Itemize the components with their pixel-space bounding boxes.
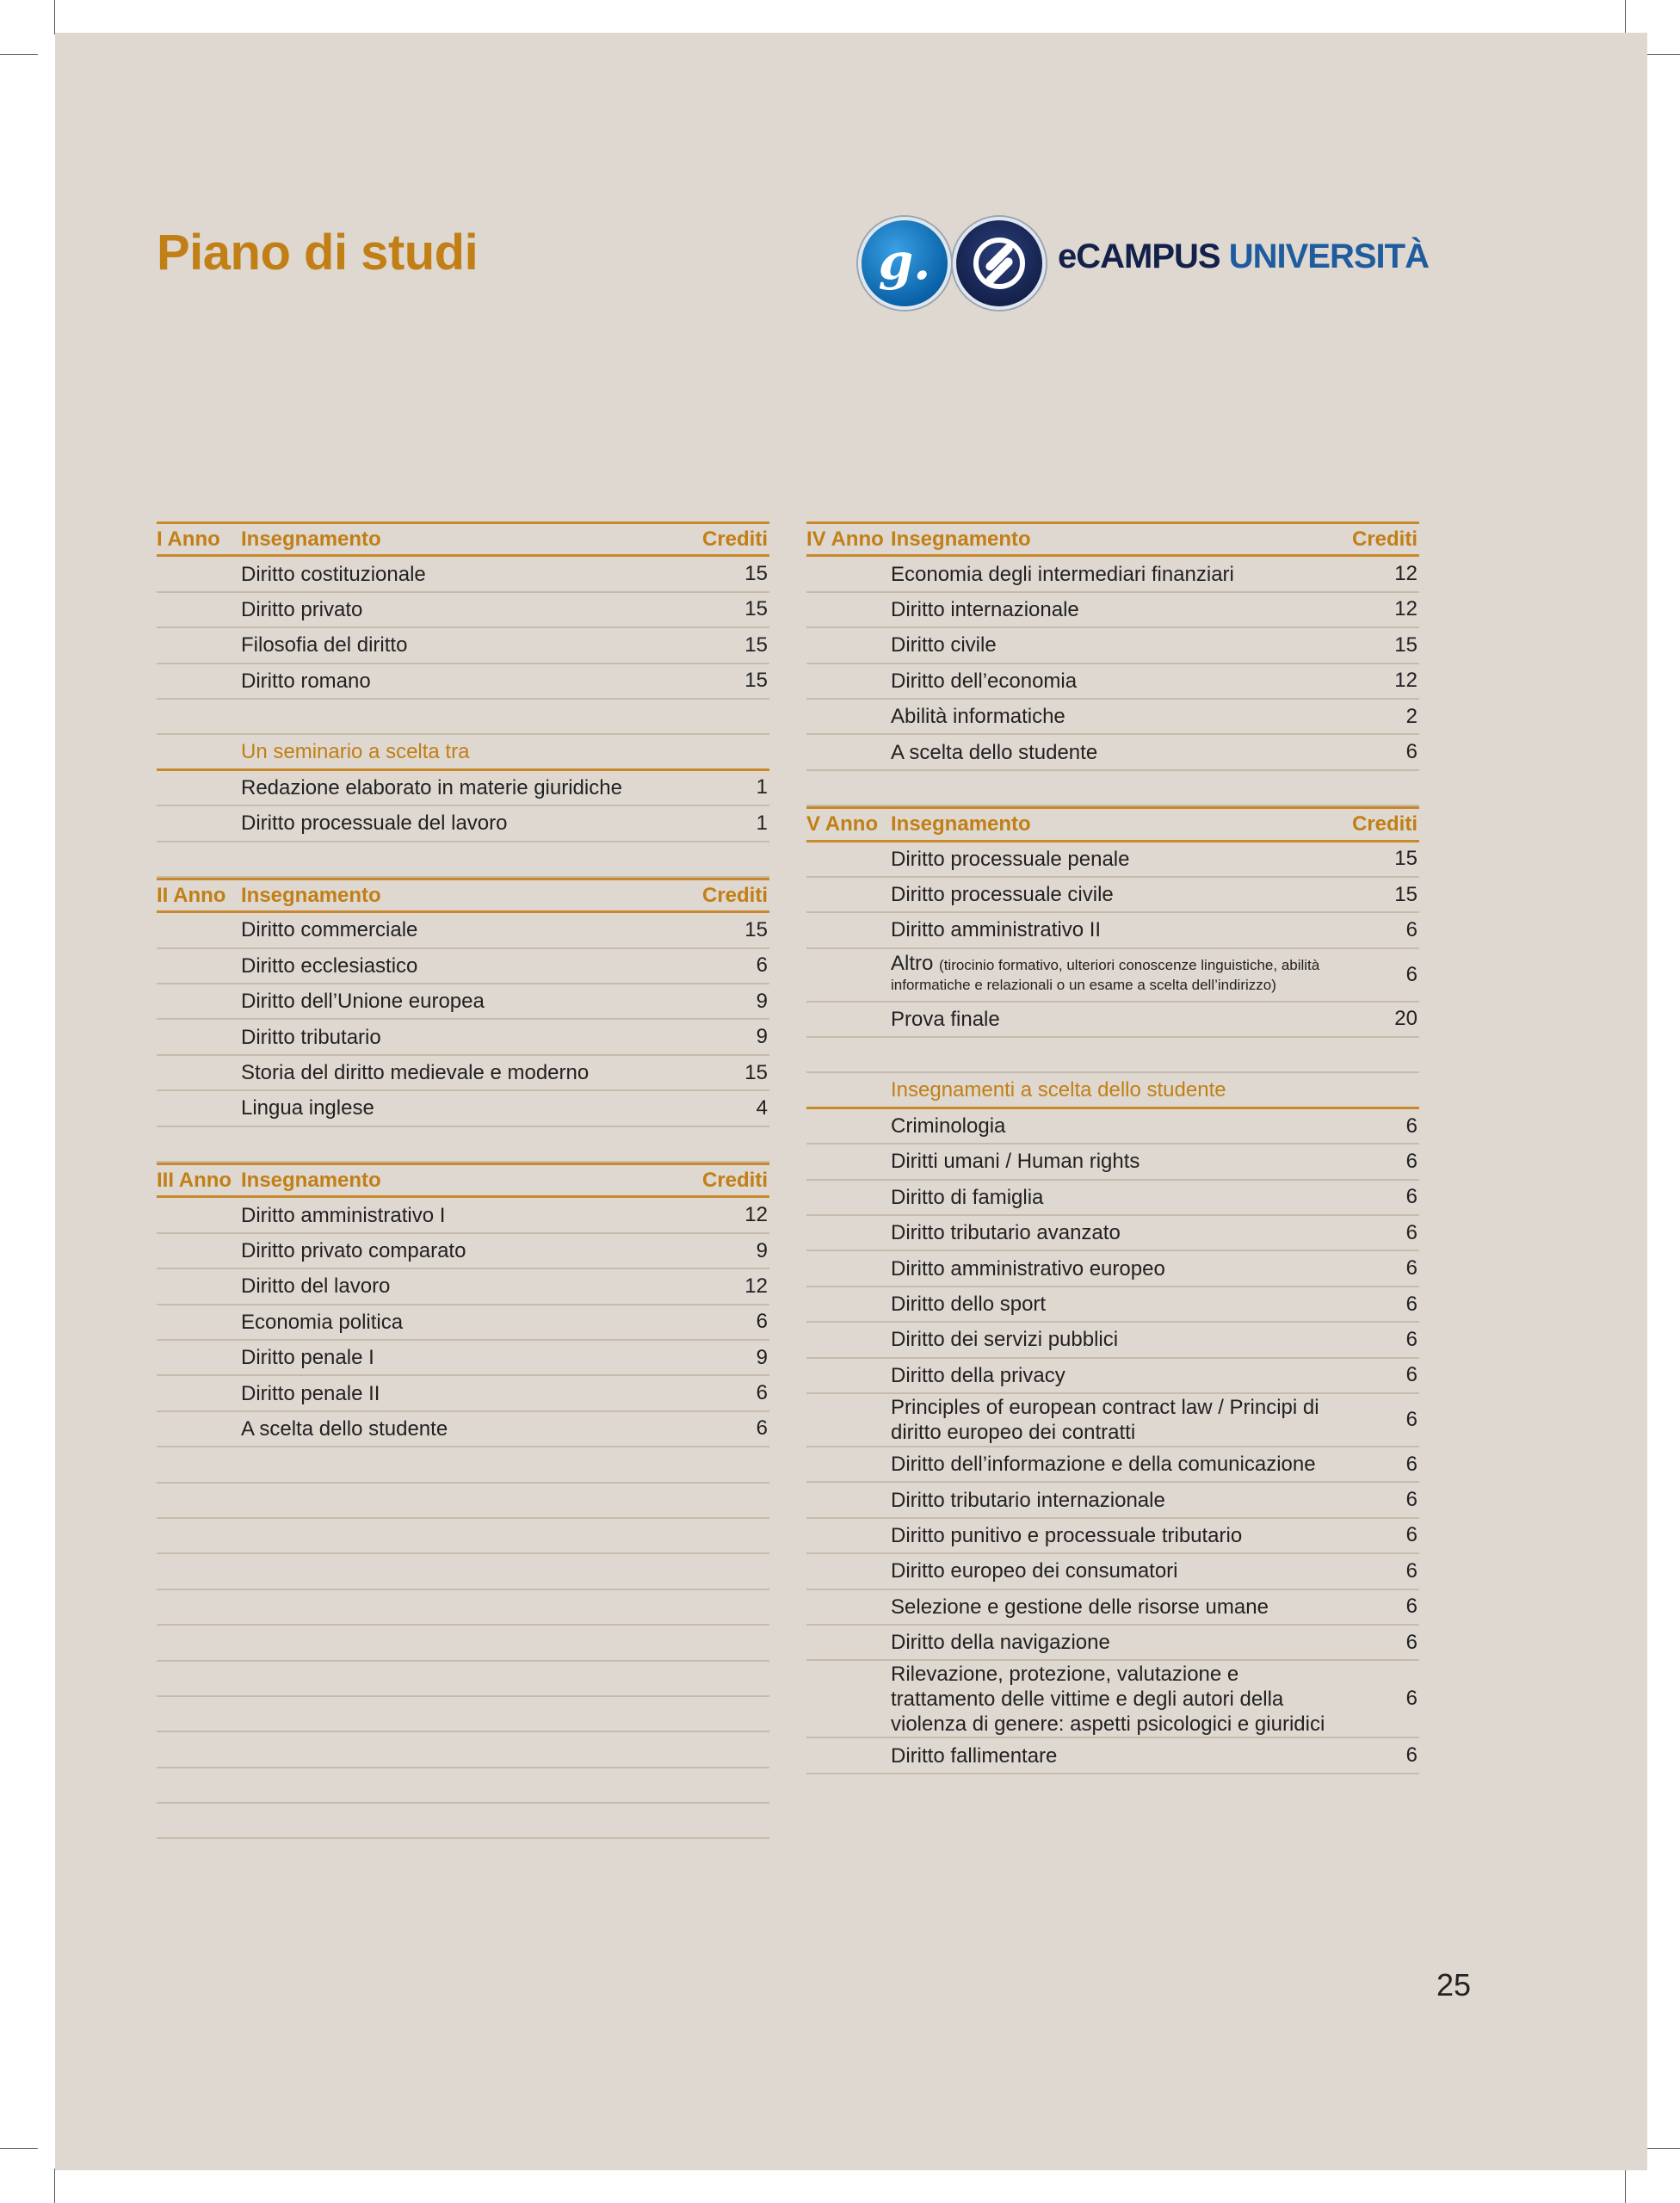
course-name-text: Diritto dell’informazione e della comunicazione xyxy=(891,1453,1316,1477)
course-name-text: Storia del diritto medievale e moderno xyxy=(241,1061,590,1085)
g-logo-letter: g. xyxy=(878,232,931,291)
year-header-row xyxy=(806,521,1419,557)
course-credits: 9 xyxy=(756,1345,768,1369)
course-name-text: Diritto tributario internazionale xyxy=(891,1488,1165,1512)
course-credits: 6 xyxy=(756,1310,768,1334)
course-name xyxy=(241,562,690,587)
course-row xyxy=(806,1447,1419,1483)
course-credits: 6 xyxy=(1405,1452,1418,1476)
course-name xyxy=(891,669,1340,694)
column-header-insegnamento: Insegnamento xyxy=(891,812,1031,836)
course-row xyxy=(157,1198,769,1233)
course-credits: 15 xyxy=(744,633,768,657)
course-credits: 12 xyxy=(1394,597,1418,621)
course-name xyxy=(891,1256,1340,1281)
course-credits: 6 xyxy=(1405,1149,1418,1173)
course-name xyxy=(891,951,1340,995)
course-name xyxy=(891,597,1340,622)
course-row xyxy=(157,1234,769,1269)
empty-row xyxy=(157,1662,769,1697)
course-name-text: Diritto ecclesiastico xyxy=(241,953,418,978)
course-name-text: Diritto della navigazione xyxy=(891,1631,1110,1655)
course-name xyxy=(891,1220,1340,1245)
course-name-text: Diritto della privacy xyxy=(891,1363,1065,1387)
course-row xyxy=(157,557,769,592)
column-header-crediti: Crediti xyxy=(1351,527,1418,551)
course-credits: 6 xyxy=(1405,1292,1418,1316)
course-credits: 6 xyxy=(1405,1407,1418,1431)
course-note: (tirocinio formativo, ulteriori conoscenze linguistiche, abilità informatiche e relazionali o un esame a scelta dell’indirizzo) xyxy=(891,956,1320,993)
course-row xyxy=(157,593,769,628)
course-name xyxy=(891,1488,1340,1513)
left-column-table xyxy=(157,521,769,1839)
empty-row xyxy=(806,1038,1419,1073)
course-credits: 15 xyxy=(1394,847,1418,871)
column-header-crediti: Crediti xyxy=(701,883,768,907)
course-name xyxy=(891,562,1340,587)
course-name xyxy=(891,917,1340,942)
course-name xyxy=(891,882,1340,907)
course-row xyxy=(157,1269,769,1305)
course-credits: 15 xyxy=(744,669,768,693)
course-row xyxy=(806,593,1419,628)
course-name-text: Diritto dell’economia xyxy=(891,669,1078,693)
course-name xyxy=(891,1523,1340,1548)
course-name xyxy=(241,1274,690,1299)
course-row xyxy=(806,842,1419,878)
course-credits: 6 xyxy=(1405,1185,1418,1209)
course-row xyxy=(806,664,1419,700)
crop-mark xyxy=(1642,2148,1680,2149)
empty-row xyxy=(157,1519,769,1554)
course-name-text: Diritto tributario avanzato xyxy=(891,1221,1121,1245)
course-name xyxy=(241,1345,690,1370)
course-credits: 20 xyxy=(1394,1007,1418,1031)
course-row xyxy=(806,1003,1419,1038)
course-row xyxy=(806,949,1419,1003)
course-name-text: Diritto amministrativo europeo xyxy=(891,1256,1165,1280)
course-credits: 6 xyxy=(1405,1595,1418,1619)
year-label: IV Anno xyxy=(806,527,884,551)
course-row xyxy=(157,1412,769,1447)
column-header-crediti: Crediti xyxy=(701,1168,768,1192)
course-row xyxy=(806,878,1419,913)
course-name-text: Economia degli intermediari finanziari xyxy=(891,562,1234,586)
empty-row xyxy=(157,1554,769,1589)
course-name-text: Diritto privato xyxy=(241,597,363,621)
course-credits: 6 xyxy=(1405,1523,1418,1547)
course-row xyxy=(157,984,769,1020)
g-logo-icon xyxy=(858,217,951,310)
course-name-text: Diritto penale I xyxy=(241,1346,374,1370)
course-name-text: Diritto civile xyxy=(891,633,997,657)
year-header-row xyxy=(157,878,769,913)
empty-row xyxy=(157,1732,769,1768)
course-name-text: Diritto dell’Unione europea xyxy=(241,990,485,1014)
course-name xyxy=(241,1310,690,1335)
course-name xyxy=(241,1416,690,1441)
course-row xyxy=(806,1145,1419,1180)
course-credits: 6 xyxy=(1405,1220,1418,1244)
course-name xyxy=(891,1743,1340,1768)
course-credits: 12 xyxy=(1394,562,1418,586)
course-credits: 9 xyxy=(756,1025,768,1049)
ecampus-wordmark: eCAMPUS UNIVERSITÀ xyxy=(1058,238,1429,275)
year-label: III Anno xyxy=(157,1168,232,1192)
column-header-insegnamento: Insegnamento xyxy=(241,884,381,908)
course-name-text: Diritto processuale del lavoro xyxy=(241,811,508,836)
course-credits: 15 xyxy=(1394,882,1418,906)
course-row xyxy=(806,700,1419,735)
ecampus-seal-icon xyxy=(953,217,1046,310)
course-row xyxy=(157,1341,769,1376)
course-credits: 2 xyxy=(1405,704,1418,728)
column-header-insegnamento: Insegnamento xyxy=(241,1169,381,1193)
year-label: II Anno xyxy=(157,883,226,907)
course-name-text: Diritti umani / Human rights xyxy=(891,1150,1140,1174)
course-row xyxy=(806,913,1419,948)
course-credits: 6 xyxy=(756,953,768,978)
course-name-text: Diritto europeo dei consumatori xyxy=(891,1559,1178,1583)
course-row xyxy=(806,1251,1419,1287)
course-credits: 15 xyxy=(1394,633,1418,657)
crop-mark xyxy=(1625,2169,1626,2203)
course-name-text: Diritto del lavoro xyxy=(241,1274,391,1299)
course-row xyxy=(806,1109,1419,1145)
course-name xyxy=(891,1149,1340,1174)
course-credits: 1 xyxy=(756,811,768,835)
course-name xyxy=(891,1327,1340,1352)
course-row xyxy=(157,628,769,663)
course-name-text: Rilevazione, protezione, valutazione e trattamento delle vittime e degli autori della violenza di genere: aspetti psicologici e giuridici xyxy=(891,1662,1325,1736)
course-name xyxy=(891,847,1340,872)
course-credits: 6 xyxy=(1405,917,1418,941)
empty-row xyxy=(806,771,1419,806)
course-credits: 12 xyxy=(744,1274,768,1298)
course-name-text: Filosofia del diritto xyxy=(241,633,408,657)
course-name xyxy=(891,704,1340,729)
course-name xyxy=(241,1060,690,1085)
empty-row xyxy=(157,1484,769,1519)
page-number: 25 xyxy=(1436,1967,1471,2002)
course-name-text: Diritto di famiglia xyxy=(891,1185,1044,1209)
course-row xyxy=(157,913,769,948)
course-name-text: Diritto fallimentare xyxy=(891,1743,1058,1768)
course-name xyxy=(241,917,690,942)
section-subheader-row xyxy=(806,1073,1419,1108)
course-name xyxy=(891,633,1340,657)
crop-mark xyxy=(54,0,55,34)
course-credits: 12 xyxy=(744,1203,768,1227)
course-row xyxy=(157,949,769,984)
course-credits: 9 xyxy=(756,1238,768,1262)
course-name-text: Diritto penale II xyxy=(241,1381,380,1405)
course-credits: 6 xyxy=(1405,1558,1418,1583)
course-row xyxy=(157,1056,769,1091)
page-title: Piano di studi xyxy=(157,225,479,281)
course-row xyxy=(157,664,769,700)
course-name-text: Diritto privato comparato xyxy=(241,1239,466,1262)
course-credits: 4 xyxy=(756,1095,768,1120)
course-name xyxy=(891,1395,1340,1445)
course-name-text: Diritto processuale penale xyxy=(891,847,1130,871)
course-row xyxy=(806,1216,1419,1251)
section-subheader-label: Un seminario a scelta tra xyxy=(241,740,470,764)
course-name-text: Diritto dei servizi pubblici xyxy=(891,1328,1119,1352)
course-row xyxy=(806,735,1419,770)
course-credits: 6 xyxy=(756,1381,768,1405)
course-name xyxy=(241,633,690,657)
course-row xyxy=(806,1626,1419,1661)
course-name xyxy=(241,989,690,1014)
course-name-text: Criminologia xyxy=(891,1114,1006,1139)
course-row xyxy=(806,1287,1419,1323)
course-credits: 6 xyxy=(1405,1687,1418,1711)
course-name-text: Redazione elaborato in materie giuridiche xyxy=(241,775,622,799)
course-name-text: Diritto amministrativo II xyxy=(891,918,1102,942)
course-credits: 6 xyxy=(1405,1256,1418,1280)
course-name-text: Diritto internazionale xyxy=(891,597,1079,621)
course-name xyxy=(241,597,690,622)
crop-mark xyxy=(1625,0,1626,34)
right-column-table xyxy=(806,521,1419,1774)
course-row xyxy=(157,771,769,806)
column-header-insegnamento: Insegnamento xyxy=(891,528,1031,552)
empty-row xyxy=(157,700,769,735)
course-name-text: Selezione e gestione delle risorse umane xyxy=(891,1595,1269,1619)
course-name xyxy=(241,1203,690,1228)
course-name xyxy=(241,953,690,978)
course-row xyxy=(806,1359,1419,1394)
course-credits: 6 xyxy=(1405,1488,1418,1512)
course-row xyxy=(806,1181,1419,1216)
course-row xyxy=(806,1554,1419,1589)
course-row xyxy=(806,628,1419,663)
course-name-text: Altro xyxy=(891,951,934,975)
course-credits: 15 xyxy=(744,597,768,621)
course-row xyxy=(157,1020,769,1055)
course-name-text: A scelta dello studente xyxy=(241,1416,448,1441)
course-name xyxy=(241,1381,690,1406)
year-header-row xyxy=(157,1163,769,1198)
course-credits: 6 xyxy=(1405,1327,1418,1351)
course-row xyxy=(806,1519,1419,1554)
course-name xyxy=(891,1558,1340,1583)
course-name xyxy=(241,1025,690,1050)
course-name-text: Abilità informatiche xyxy=(891,705,1065,729)
course-credits: 1 xyxy=(756,775,768,799)
course-name-text: Principles of european contract law / Principi di diritto europeo dei contratti xyxy=(891,1395,1319,1444)
crop-mark xyxy=(0,2148,38,2149)
course-credits: 6 xyxy=(1405,1630,1418,1654)
course-name-text: Diritto costituzionale xyxy=(241,562,426,586)
column-header-crediti: Crediti xyxy=(701,527,768,551)
course-name-text: Prova finale xyxy=(891,1007,1000,1031)
course-name xyxy=(891,1452,1340,1477)
course-name-text: Lingua inglese xyxy=(241,1096,374,1120)
empty-row xyxy=(157,1697,769,1732)
course-credits: 6 xyxy=(1405,962,1418,986)
year-label: I Anno xyxy=(157,527,220,551)
course-row xyxy=(157,1091,769,1126)
empty-row xyxy=(157,1127,769,1163)
course-row xyxy=(157,1305,769,1341)
course-credits: 15 xyxy=(744,1060,768,1084)
course-name-text: Diritto commerciale xyxy=(241,918,418,942)
course-name xyxy=(891,1185,1340,1210)
course-row xyxy=(157,806,769,842)
section-subheader-label: Insegnamenti a scelta dello studente xyxy=(891,1078,1226,1102)
course-name xyxy=(891,1292,1340,1317)
year-header-row xyxy=(806,806,1419,842)
course-credits: 15 xyxy=(744,562,768,586)
course-name xyxy=(241,1238,690,1263)
course-row xyxy=(806,557,1419,592)
course-row xyxy=(806,1738,1419,1774)
course-name xyxy=(891,1630,1340,1655)
column-header-crediti: Crediti xyxy=(1351,811,1418,836)
course-row xyxy=(806,1661,1419,1738)
course-credits: 6 xyxy=(1405,1743,1418,1768)
course-credits: 6 xyxy=(1405,740,1418,764)
crop-mark xyxy=(1642,54,1680,55)
course-name xyxy=(891,1662,1340,1737)
course-credits: 15 xyxy=(744,917,768,941)
course-name-text: Diritto romano xyxy=(241,669,371,693)
course-credits: 6 xyxy=(1405,1363,1418,1387)
empty-row xyxy=(157,1768,769,1804)
course-name xyxy=(891,740,1340,765)
course-row xyxy=(806,1590,1419,1626)
course-name xyxy=(241,1095,690,1120)
course-credits: 12 xyxy=(1394,669,1418,693)
course-credits: 9 xyxy=(756,989,768,1013)
course-name xyxy=(891,1007,1340,1032)
course-name-text: A scelta dello studente xyxy=(891,740,1098,764)
empty-row xyxy=(157,1804,769,1839)
empty-row xyxy=(157,1590,769,1626)
course-credits: 6 xyxy=(756,1416,768,1441)
section-subheader-row xyxy=(157,735,769,770)
crop-mark xyxy=(54,2169,55,2203)
course-name-text: Diritto amministrativo I xyxy=(241,1203,446,1227)
course-name xyxy=(891,1114,1340,1139)
column-header-insegnamento: Insegnamento xyxy=(241,528,381,552)
course-name-text: Diritto punitivo e processuale tributario xyxy=(891,1523,1243,1547)
course-name-text: Diritto processuale civile xyxy=(891,883,1114,907)
empty-row xyxy=(157,1447,769,1483)
course-name xyxy=(241,811,690,836)
course-name xyxy=(241,669,690,694)
course-name-text: Diritto tributario xyxy=(241,1025,381,1049)
course-row xyxy=(157,1376,769,1411)
crop-mark xyxy=(0,54,38,55)
year-label: V Anno xyxy=(806,811,879,836)
course-row xyxy=(806,1483,1419,1518)
course-row xyxy=(806,1394,1419,1447)
empty-row xyxy=(157,842,769,878)
course-name xyxy=(891,1363,1340,1388)
course-name xyxy=(891,1595,1340,1620)
course-name-text: Diritto dello sport xyxy=(891,1293,1047,1316)
empty-row xyxy=(157,1626,769,1661)
year-header-row xyxy=(157,521,769,557)
course-name-text: Economia politica xyxy=(241,1310,404,1334)
course-row xyxy=(806,1323,1419,1358)
course-name xyxy=(241,775,690,800)
course-credits: 6 xyxy=(1405,1114,1418,1138)
